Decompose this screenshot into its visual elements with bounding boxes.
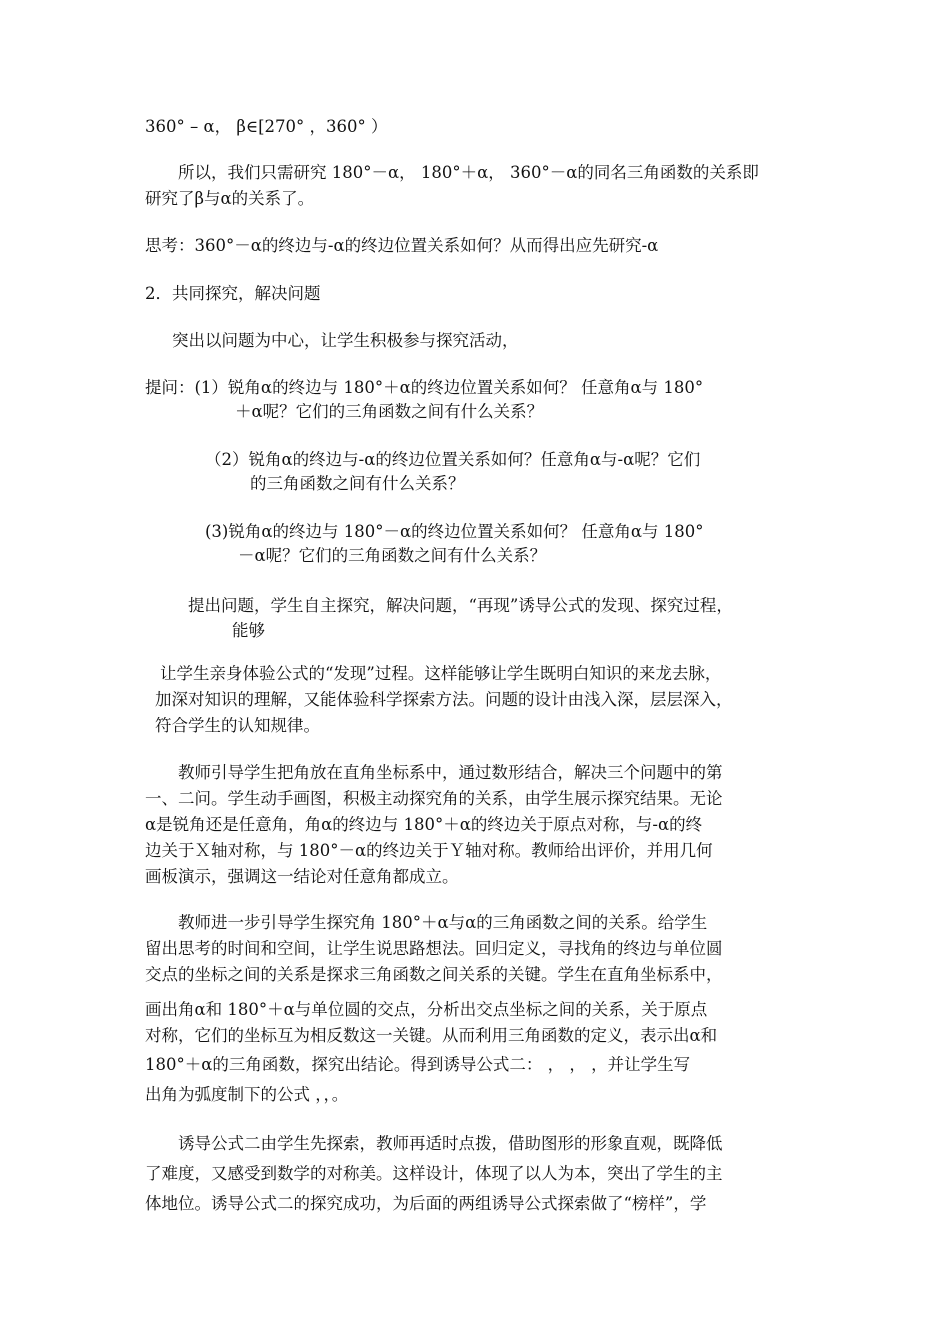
question-2-line-2: 的三角函数之间有什么关系？ — [250, 474, 465, 493]
guide-2-line-6: 180°＋α的三角函数，探究出结论。得到诱导公式二： ， ， ，并让学生写 — [145, 1055, 691, 1074]
guide-2-line-7: 出角为弧度制下的公式 ，，。 — [145, 1085, 349, 1104]
pose-line-1: 提出问题，学生自主探究，解决问题，“再现”诱导公式的发现、探究过程， — [188, 596, 733, 615]
summary-line-2: 了难度，又感受到数学的对称美。这样设计，体现了以人为本，突出了学生的主 — [145, 1164, 723, 1183]
question-1-line-2: ＋α呢？它们的三角函数之间有什么关系？ — [235, 402, 544, 421]
guide-1-line-3: α是锐角还是任意角，角α的终边与 180°＋α的终边关于原点对称，与-α的终 — [145, 815, 703, 834]
guide-2-line-4: 画出角α和 180°＋α与单位圆的交点，分析出交点坐标之间的关系，关于原点 — [145, 1000, 708, 1019]
guide-1-line-5: 画板演示，强调这一结论对任意角都成立。 — [145, 867, 459, 886]
paragraph-so-line-2: 研究了β与α的关系了。 — [145, 189, 315, 208]
question-3-line-2: －α呢？它们的三角函数之间有什么关系？ — [238, 546, 547, 565]
formula-line: 360° – α， β∈[270° ，360° ） — [145, 117, 388, 136]
guide-1-line-4: 边关于Ｘ轴对称，与 180°－α的终边关于Ｙ轴对称。教师给出评价，并用几何 — [145, 841, 713, 860]
paragraph-so-line-1: 所以，我们只需研究 180°－α， 180°＋α， 360°－α的同名三角函数的关系即 — [178, 163, 759, 182]
section-heading: 2．共同探究，解决问题 — [145, 284, 321, 303]
guide-2-line-5: 对称，它们的坐标互为相反数这一关键。从而利用三角函数的定义，表示出α和 — [145, 1026, 718, 1045]
guide-2-line-3: 交点的坐标之间的关系是探求三角函数之间关系的关键。学生在直角坐标系中， — [145, 965, 723, 984]
guide-1-line-2: 一、二问。学生动手画图，积极主动探究角的关系，由学生展示探究结果。无论 — [145, 789, 723, 808]
guide-2-line-2: 留出思考的时间和空间，让学生说思路想法。回归定义，寻找角的终边与单位圆 — [145, 939, 723, 958]
question-3-line-1: (3)锐角α的终边与 180°－α的终边位置关系如何？ 任意角α与 180° — [205, 522, 704, 541]
summary-line-1: 诱导公式二由学生先探索，教师再适时点拨，借助图形的形象直观，既降低 — [178, 1134, 723, 1153]
experience-line-2: 加深对知识的理解，又能体验科学探索方法。问题的设计由浅入深，层层深入， — [155, 690, 733, 709]
guide-1-line-1: 教师引导学生把角放在直角坐标系中，通过数形结合，解决三个问题中的第 — [178, 763, 723, 782]
question-1-line-1: 提问：(1）锐角α的终边与 180°＋α的终边位置关系如何？ 任意角α与 180° — [145, 378, 704, 397]
focus-line: 突出以问题为中心，让学生积极参与探究活动， — [172, 331, 519, 350]
pose-line-2: 能够 — [232, 621, 265, 640]
summary-line-3: 体地位。诱导公式二的探究成功，为后面的两组诱导公式探索做了“榜样”，学 — [145, 1194, 707, 1213]
thinking-line: 思考：360°－α的终边与-α的终边位置关系如何？从而得出应先研究-α — [145, 236, 659, 255]
question-2-line-1: （2）锐角α的终边与-α的终边位置关系如何？任意角α与-α呢？它们 — [205, 450, 701, 469]
experience-line-3: 符合学生的认知规律。 — [155, 716, 320, 735]
guide-2-line-1: 教师进一步引导学生探究角 180°＋α与α的三角函数之间的关系。给学生 — [178, 913, 708, 932]
experience-line-1: 让学生亲身体验公式的“发现”过程。这样能够让学生既明白知识的来龙去脉， — [160, 664, 722, 683]
